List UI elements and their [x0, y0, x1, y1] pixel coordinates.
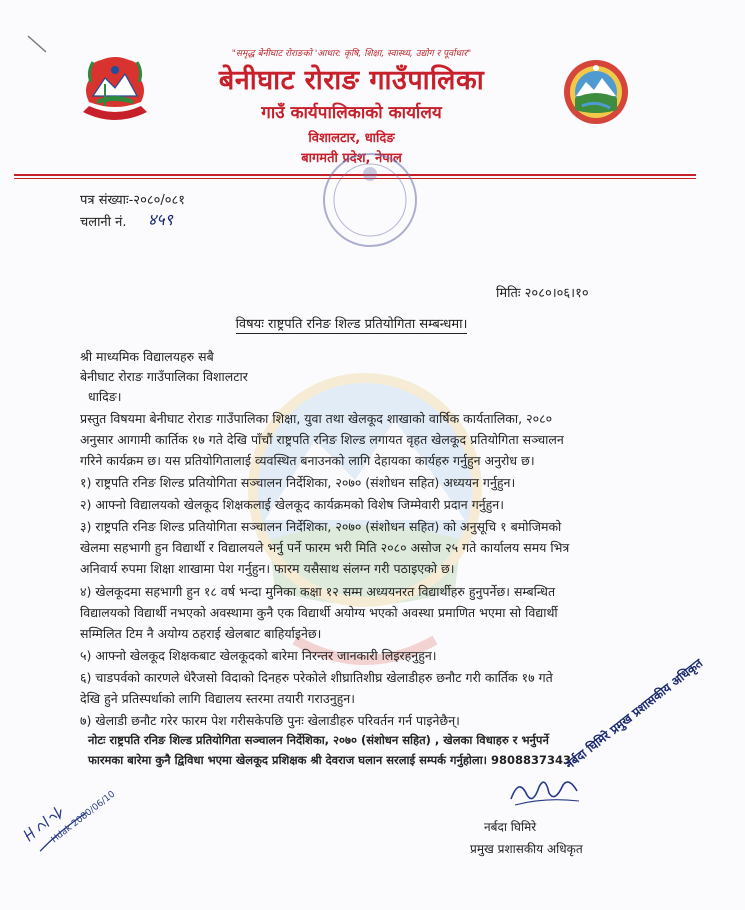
note-line-1: नोटः राष्ट्रपति रनिङ शिल्ड प्रतियोगिता सञ्चालन निर्देशिका, २०७० (संशोधन सहित) , खेलका विधाहरु र भर्नुपर्ने — [88, 733, 549, 747]
recipient-line-2: बेनीघाट रोराङ गाउँपालिका विशालटार — [80, 369, 248, 384]
letter-subject — [0, 314, 703, 332]
body-line-8: अनिवार्य रुपमा शिक्षा शाखामा पेश गर्नुहुन। फारम यसैसाथ संलग्न गरी पठाइएको छ। — [80, 561, 455, 576]
body-line-7: खेलमा सहभागी हुन विद्यार्थी र विद्यालयले भर्नु पर्ने फारम भरी मिति २०८० असोज २५ गते कार्यालय समय भित्र — [80, 540, 570, 555]
body-line-4: १) राष्ट्रपति रनिङ शिल्ड प्रतियोगिता सञ्चालन निर्देशिका, २०७० (संशोधन सहित) अध्ययन गर्नुहुन। — [80, 475, 516, 490]
body-line-10: विद्यालयको विद्यार्थी नभएको अवस्थामा कुनै एक विद्यार्थी अयोग्य भएको अवस्था प्रमाणित भएमा सो विद्यार्थी — [80, 605, 558, 620]
signatory-title: प्रमुख प्रशासकीय अधिकृत — [470, 842, 583, 856]
dispatch-label: चलानी नं. — [80, 215, 127, 230]
recipient-line-3: धादिङ। — [88, 389, 122, 404]
body-line-12: ५) आफ्नो खेलकूद शिक्षकबाट खेलकूदको बारेमा निरन्तर जानकारी लिइरहनुहुन। — [80, 648, 437, 663]
reference-number: पत्र संख्याः-२०८०/०८१ — [80, 193, 186, 208]
body-line-13: ६) चाडपर्वको कारणले धेरैजसो विदाको दिनहरु परेकोले शीघ्रातिशीघ्र खेलाडीहरु छनौट गरी कार्तिक १७ गते — [80, 670, 553, 685]
recipient-line-1: श्री माध्यमिक विद्यालयहरु सबै — [80, 349, 214, 364]
body-line-2: अनुसार आगामी कार्तिक १७ गते देखि पाँचौं राष्ट्रपति रनिङ शिल्ड लगायत वृहत खेलकूद प्रतियोगिता सञ्चालन — [80, 432, 564, 447]
organization-name: बेनीघाट रोराङ गाउँपालिका — [218, 65, 485, 96]
handwritten-initials — [14, 789, 118, 860]
letter-date: मितिः २०८०।०६।१० — [496, 286, 589, 301]
body-line-14: देखि हुने प्रतिस्पर्धाको लागि विद्यालय स्तरमा तयारी गराउनुहुन। — [80, 691, 355, 706]
body-line-11: सम्मिलित टिम नै अयोग्य ठहराई खेलबाट बाहिर्याइनेछ। — [80, 626, 322, 641]
office-name: गाउँ कार्यपालिकाको कार्यालय — [261, 103, 442, 123]
letterhead-motto: "समृद्ध बेनीघाट रोराङको 'आधार: कृषि, शिक्षा, स्वास्थ्य, उद्योग र पूर्वाधार" — [231, 49, 472, 59]
letter-subject-text: विषयः राष्ट्रपति रनिङ शिल्ड प्रतियोगिता सम्बन्धमा। — [235, 317, 468, 332]
body-line-9: ४) खेलकूदमा सहभागी हुन १८ वर्ष भन्दा मुनिका कक्षा १२ सम्म अध्ययनरत विद्यार्थीहरु हुनुपर्नेछ। सम्बन्धित — [80, 584, 556, 599]
body-line-6: ३) राष्ट्रपति रनिङ शिल्ड प्रतियोगिता सञ्चालन निर्देशिका, २०७० (संशोधन सहित) को अनुसूचि १ बमोजिमको — [80, 519, 562, 534]
official-stamp: नर्बदा घिमिरे प्रमुख प्रशासकीय अधिकृत — [562, 656, 706, 772]
body-line-15: ७) खेलाडी छनौट गरेर फारम पेश गरीसकेपछि पुनः खेलाडीहरु परिवर्तन गर्न पाइनेछैन्। — [80, 713, 460, 728]
address-line-2: बागमती प्रदेश, नेपाल — [301, 151, 402, 166]
dispatch-number: ४५९ — [148, 210, 173, 229]
address-line-1: विशालटार, धादिङ — [308, 131, 395, 146]
office-seal — [320, 150, 420, 250]
note-line-2: फारमका बारेमा कुनै द्विविधा भएमा खेलकूद प्रशिक्षक श्री देवराज घलान सरलाई सम्पर्क गर्नुहोला। 9808837343 — [88, 753, 572, 767]
handwritten-date: Hdak 2080/06/10 — [49, 789, 118, 846]
body-line-3: गरिने कार्यक्रम छ। यस प्रतियोगितालाई व्यवस्थित बनाउनको लागि देहायका कार्यहरु गर्नुहुन अनुरोध छ। — [80, 453, 535, 468]
body-line-1: प्रस्तुत विषयमा बेनीघाट रोराङ गाउँपालिका शिक्षा, युवा तथा खेलकूद शाखाको वार्षिक कार्यतालिका, २०८० — [80, 411, 553, 426]
signatory-name: नर्बदा घिमिरे — [484, 820, 537, 834]
body-line-5: २) आफ्नो विद्यालयको खेलकूद शिक्षकलाई खेलकूद कार्यक्रमको विशेष जिम्मेवारी प्रदान गर्नुहुन। — [80, 497, 504, 512]
